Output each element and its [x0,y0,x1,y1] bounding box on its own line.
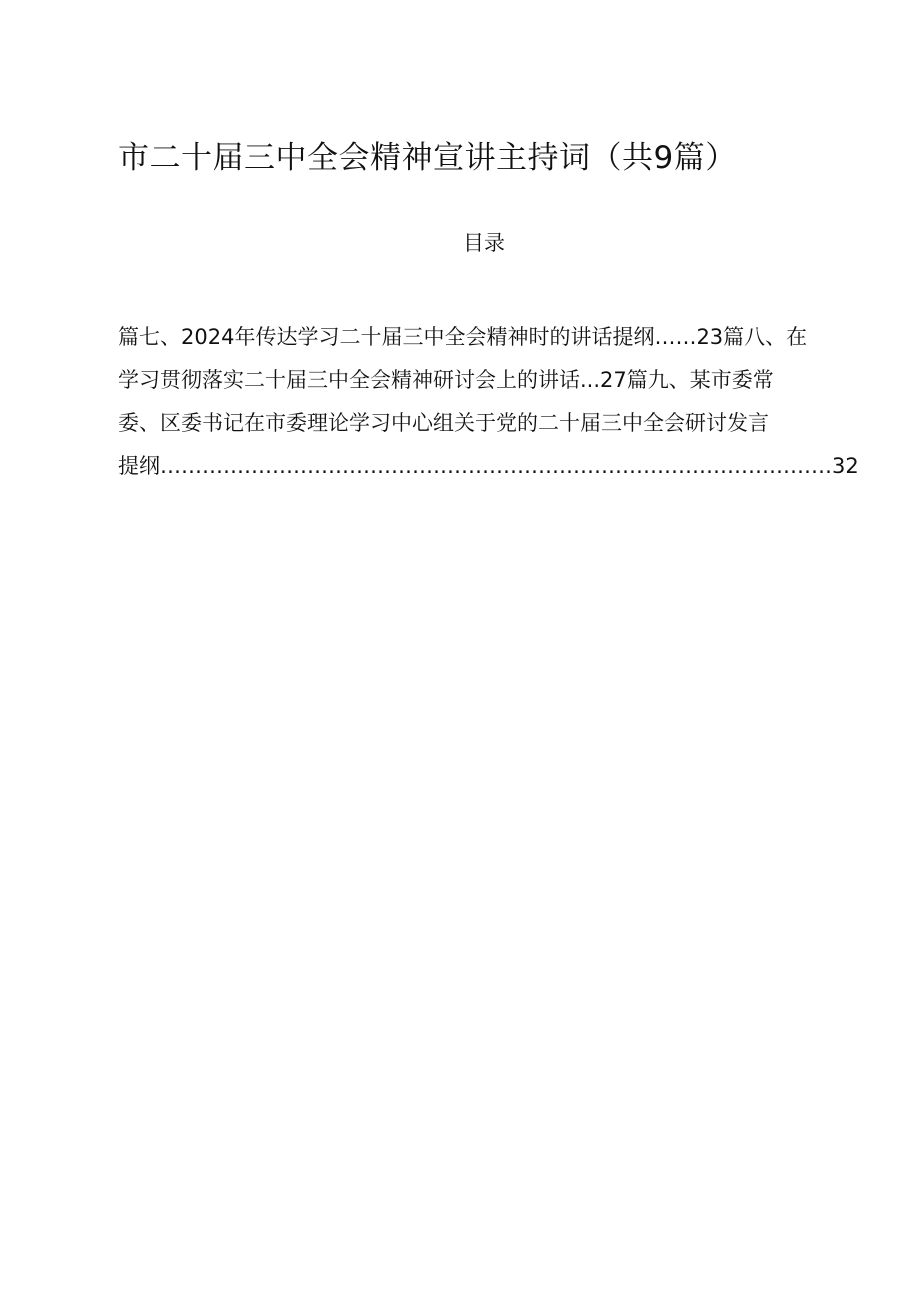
toc-line [118,445,860,488]
toc-line-text: 委、区委书记在市委理论学习中心组关于党的二十届三中全会研讨发言 [118,411,769,435]
toc-line-text: 学习贯彻落实二十届三中全会精神研讨会上的讲话...27篇九、某市委常 [118,368,774,392]
toc-line [118,402,860,445]
toc-line [118,316,860,359]
document-title: 市二十届三中全会精神宣讲主持词（共9篇） [118,140,737,176]
toc-line-text: 篇七、2024年传达学习二十届三中全会精神时的讲话提纲……23篇八、在 [118,325,808,349]
toc-heading: 目录 [463,231,505,255]
table-of-contents [118,316,860,488]
toc-line-text: 提纲……………………………………………………………………………………32 [118,454,859,478]
toc-line [118,359,860,402]
